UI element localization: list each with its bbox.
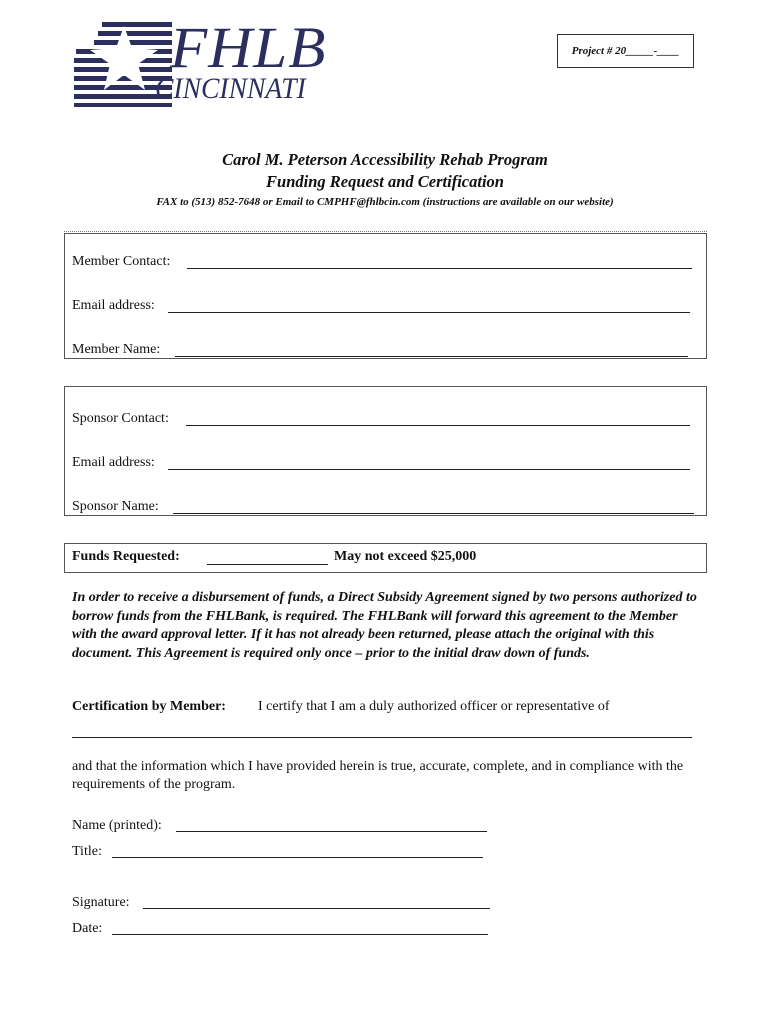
signature-label: Signature: [72,895,130,910]
member-email-label: Email address: [72,298,155,313]
member-name-label: Member Name: [72,342,161,357]
member-info-box [64,233,707,359]
name-printed-label: Name (printed): [72,818,162,833]
sponsor-name-field[interactable] [173,513,694,514]
member-contact-label: Member Contact: [72,254,171,269]
sponsor-info-box [64,386,707,516]
logo-wordmark-fhlb: FHLB [170,15,327,80]
fhlb-logo [72,15,372,112]
member-organization-field[interactable] [72,737,692,738]
signature-field[interactable] [143,908,490,909]
sponsor-email-label: Email address: [72,455,155,470]
member-contact-field[interactable] [187,268,692,269]
page-subtitle: Funding Request and Certification [266,172,504,191]
name-printed-field[interactable] [176,831,487,832]
date-field[interactable] [112,934,488,935]
sponsor-name-label: Sponsor Name: [72,499,159,514]
sponsor-contact-label: Sponsor Contact: [72,411,169,426]
project-number-label: Project # 20_____-____ [571,45,680,57]
divider [64,231,707,232]
funds-limit-note: May not exceed $25,000 [334,549,477,564]
member-name-field[interactable] [175,356,688,357]
disbursement-notice: In order to receive a disbursement of funds, a Direct Subsidy Agreement signed by two persons authorized to borrow funds from the FHLBank, is required. The FHLBank will forward this agreement to the Member with the award approval letter. If it has not already been returned, please attach the original with this document. This Agreement is required only once – prior to the initial draw down of funds. [72,590,697,661]
certification-label: Certification by Member: [72,699,226,714]
page-title: Carol M. Peterson Accessibility Rehab Program [222,150,548,169]
project-number-field[interactable] [557,34,694,68]
certification-continuation: and that the information which I have provided herein is true, accurate, complete, and in compliance with the requirements of the program. [72,759,684,792]
logo-wordmark-cincinnati: CINCINNATI [155,72,306,105]
date-label: Date: [72,921,103,936]
sponsor-contact-field[interactable] [186,425,690,426]
funds-requested-label: Funds Requested: [72,549,180,564]
title-label: Title: [72,844,102,859]
sponsor-email-field[interactable] [168,469,690,470]
certification-statement: I certify that I am a duly authorized officer or representative of [258,699,610,714]
title-field[interactable] [112,857,483,858]
fax-instructions: FAX to (513) 852-7648 or Email to CMPHF@fhlbcin.com (instructions are available on our website) [156,196,614,208]
member-email-field[interactable] [168,312,690,313]
funds-requested-field[interactable] [207,564,328,565]
